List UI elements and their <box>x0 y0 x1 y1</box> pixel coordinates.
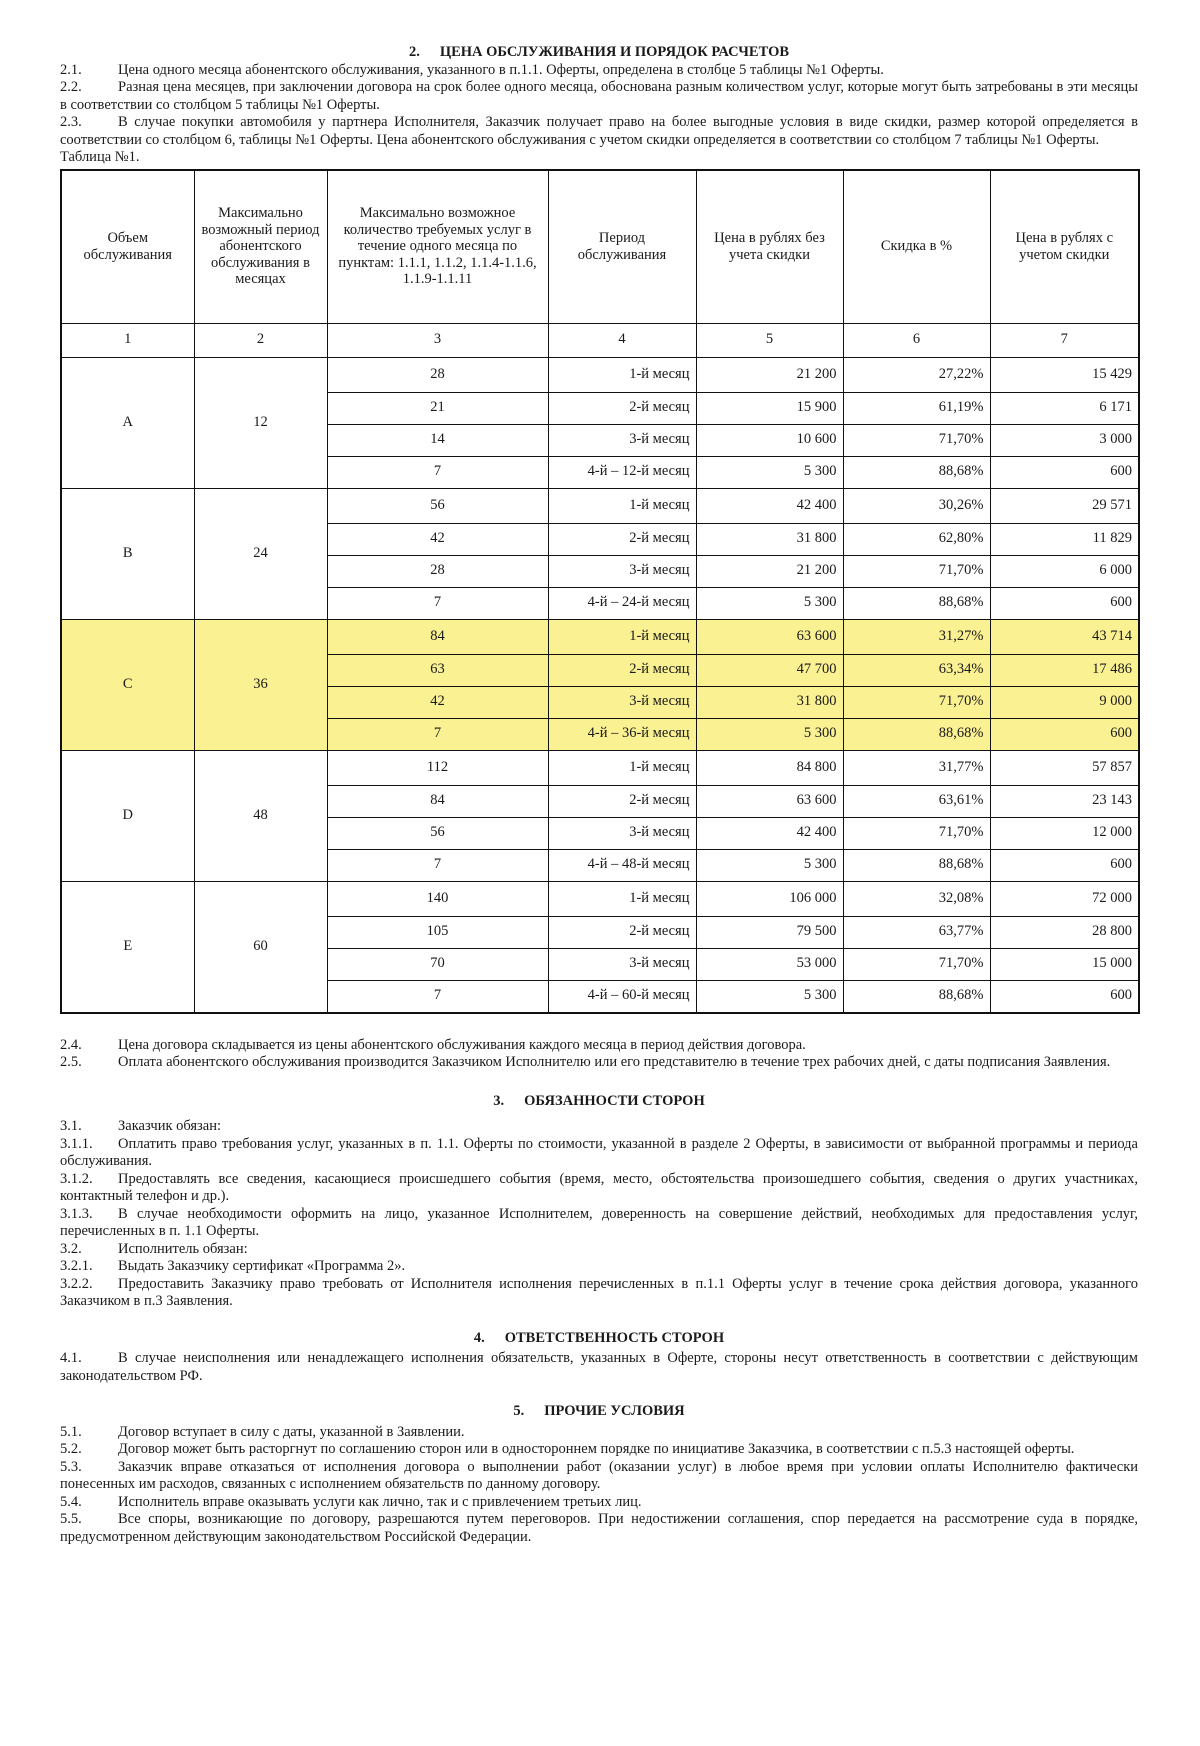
paragraph-text: Все споры, возникающие по договору, разрешаются путем переговоров. При недостижении соглашения, спор передается на рассмотрение суда в порядке, предусмотренном действующим законодательством Российской Федерации. <box>60 1511 1138 1545</box>
discount-cell: 71,70% <box>843 555 990 587</box>
discount-cell: 71,70% <box>843 686 990 718</box>
price-cell: 106 000 <box>696 881 843 916</box>
price-cell: 53 000 <box>696 948 843 980</box>
discounted-price-cell: 6 171 <box>990 392 1139 424</box>
paragraph <box>60 1241 1138 1259</box>
section-title: ПРОЧИЕ УСЛОВИЯ <box>544 1403 685 1419</box>
table-row <box>61 357 1139 392</box>
discount-cell: 27,22% <box>843 357 990 392</box>
discounted-price-cell: 600 <box>990 587 1139 619</box>
service-period-cell: 3-й месяц <box>548 555 696 587</box>
table-caption: Таблица №1. <box>60 149 140 165</box>
service-count-cell: 56 <box>327 488 548 523</box>
paragraph-number: 5.4. <box>60 1493 82 1510</box>
paragraph <box>60 1511 1138 1546</box>
service-period-cell: 4-й – 36-й месяц <box>548 718 696 750</box>
service-period-cell: 3-й месяц <box>548 948 696 980</box>
discount-cell: 88,68% <box>843 456 990 488</box>
column-number: 1 <box>61 323 194 357</box>
paragraph-text: Заказчик вправе отказаться от исполнения договора о выполнении работ (оказании услуг) в любое время при условии оплаты Исполнителю фактически понесенных им расходов, связанных с исполнением обязательств по данному договору. <box>60 1458 1138 1492</box>
table-header <box>61 170 1139 358</box>
paragraph-number: 3.1. <box>60 1118 82 1134</box>
section-5-paragraphs <box>60 1424 1138 1547</box>
service-count-cell: 70 <box>327 948 548 980</box>
table-row <box>61 488 1139 523</box>
service-count-cell: 63 <box>327 654 548 686</box>
section-4-paragraphs <box>60 1350 1138 1385</box>
paragraph-text: Предоставить Заказчику право требовать от Исполнителя исполнения перечисленных в п.1.1 Оферты услуг в течение срока действия договора, указанного Заказчиком в п.3 Заявления. <box>60 1275 1138 1309</box>
section-title: ОБЯЗАННОСТИ СТОРОН <box>524 1092 705 1109</box>
paragraph-text: Договор может быть расторгнут по соглашению сторон или в одностороннем порядке по инициативе Заказчика, в соответствии с п.5.3 настоящей оферты. <box>118 1441 1075 1457</box>
paragraph-text: Цена договора складывается из цены абонентского обслуживания каждого месяца в период действия договора. <box>118 1036 806 1053</box>
discounted-price-cell: 28 800 <box>990 916 1139 948</box>
column-header: Скидка в % <box>843 170 990 324</box>
price-cell: 42 400 <box>696 817 843 849</box>
section-2-paragraphs <box>60 62 1138 150</box>
paragraph <box>60 1054 1138 1072</box>
paragraph <box>60 1136 1138 1171</box>
paragraph-text: В случае необходимости оформить на лицо, указанное Исполнителем, доверенность на совершение действий, необходимых для предоставления услуг, перечисленных в п. 1.1 Оферты. <box>60 1205 1138 1239</box>
service-count-cell: 105 <box>327 916 548 948</box>
service-period-cell: 1-й месяц <box>548 881 696 916</box>
paragraph-text: В случае неисполнения или ненадлежащего исполнения обязательств, указанных в Оферте, стороны несут ответственность в соответствии с действующим законодательством РФ. <box>60 1350 1138 1384</box>
section-title: ОТВЕТСТВЕННОСТЬ СТОРОН <box>504 1329 725 1346</box>
section-5-heading <box>60 1403 1138 1421</box>
table-row <box>61 619 1139 654</box>
discounted-price-cell: 12 000 <box>990 817 1139 849</box>
price-cell: 63 600 <box>696 619 843 654</box>
service-count-cell: 7 <box>327 456 548 488</box>
tariff-group <box>61 488 1139 619</box>
paragraph <box>60 1424 1138 1442</box>
service-count-cell: 84 <box>327 619 548 654</box>
paragraph <box>60 114 1138 149</box>
section-number: 4. <box>473 1329 485 1346</box>
column-number: 5 <box>696 323 843 357</box>
service-count-cell: 42 <box>327 523 548 555</box>
discounted-price-cell: 72 000 <box>990 881 1139 916</box>
column-number: 3 <box>327 323 548 357</box>
discount-cell: 88,68% <box>843 587 990 619</box>
service-period-cell: 3-й месяц <box>548 424 696 456</box>
column-header: Объем обслуживания <box>61 170 194 324</box>
section-title: ЦЕНА ОБСЛУЖИВАНИЯ И ПОРЯДОК РАСЧЕТОВ <box>439 44 790 60</box>
service-period-cell: 4-й – 24-й месяц <box>548 587 696 619</box>
paragraph <box>60 1459 1138 1494</box>
discount-cell: 88,68% <box>843 718 990 750</box>
discounted-price-cell: 600 <box>990 849 1139 881</box>
service-period-cell: 2-й месяц <box>548 523 696 555</box>
price-cell: 79 500 <box>696 916 843 948</box>
paragraph <box>60 1037 1138 1055</box>
price-cell: 21 200 <box>696 357 843 392</box>
discounted-price-cell: 11 829 <box>990 523 1139 555</box>
paragraph-text: Заказчик обязан: <box>118 1118 222 1134</box>
discount-cell: 71,70% <box>843 817 990 849</box>
paragraph-number: 3.1.1. <box>60 1135 93 1152</box>
paragraph <box>60 1441 1138 1459</box>
column-header: Цена в рублях с учетом скидки <box>990 170 1139 324</box>
price-cell: 15 900 <box>696 392 843 424</box>
tariff-group <box>61 750 1139 881</box>
discounted-price-cell: 600 <box>990 456 1139 488</box>
paragraph <box>60 1206 1138 1241</box>
service-count-cell: 42 <box>327 686 548 718</box>
volume-cell: D <box>61 750 194 881</box>
max-period-cell: 12 <box>194 357 327 488</box>
service-period-cell: 3-й месяц <box>548 686 696 718</box>
discount-cell: 71,70% <box>843 948 990 980</box>
volume-cell: E <box>61 881 194 1013</box>
paragraph <box>60 79 1138 114</box>
discounted-price-cell: 3 000 <box>990 424 1139 456</box>
price-cell: 63 600 <box>696 785 843 817</box>
service-period-cell: 1-й месяц <box>548 750 696 785</box>
service-count-cell: 7 <box>327 718 548 750</box>
price-cell: 5 300 <box>696 587 843 619</box>
price-cell: 31 800 <box>696 523 843 555</box>
paragraph-text: Предоставлять все сведения, касающиеся происшедшего события (время, место, обстоятельства произошедшего события, сведения о других участниках, контактный телефон и др.). <box>60 1170 1138 1204</box>
service-period-cell: 4-й – 48-й месяц <box>548 849 696 881</box>
tariff-group <box>61 619 1139 750</box>
paragraph-text: Договор вступает в силу с даты, указанной в Заявлении. <box>118 1423 465 1440</box>
paragraph <box>60 1350 1138 1385</box>
section-2-footer-paragraphs <box>60 1037 1138 1072</box>
paragraph <box>60 1258 1138 1276</box>
discount-cell: 30,26% <box>843 488 990 523</box>
service-period-cell: 1-й месяц <box>548 619 696 654</box>
discounted-price-cell: 57 857 <box>990 750 1139 785</box>
discounted-price-cell: 15 429 <box>990 357 1139 392</box>
paragraph-text: В случае покупки автомобиля у партнера Исполнителя, Заказчик получает право на более выгодные условия в виде скидки, размер которой определяется в соответствии со столбцом 6, таблицы №1 Оферты. Цена абонентского обслуживания с учетом скидки определяется в соответствии со столбцом 7 таблицы №1 Оферты. <box>60 114 1138 148</box>
paragraph-number: 5.1. <box>60 1423 82 1440</box>
service-count-cell: 7 <box>327 849 548 881</box>
discount-cell: 31,77% <box>843 750 990 785</box>
paragraph-number: 2.1. <box>60 61 82 78</box>
service-count-cell: 112 <box>327 750 548 785</box>
service-period-cell: 1-й месяц <box>548 488 696 523</box>
service-period-cell: 1-й месяц <box>548 357 696 392</box>
price-cell: 21 200 <box>696 555 843 587</box>
price-cell: 5 300 <box>696 718 843 750</box>
service-period-cell: 3-й месяц <box>548 817 696 849</box>
column-number: 4 <box>548 323 696 357</box>
column-header: Цена в рублях без учета скидки <box>696 170 843 324</box>
price-cell: 5 300 <box>696 980 843 1013</box>
paragraph <box>60 1276 1138 1311</box>
discounted-price-cell: 600 <box>990 980 1139 1013</box>
price-cell: 84 800 <box>696 750 843 785</box>
price-cell: 31 800 <box>696 686 843 718</box>
discount-cell: 62,80% <box>843 523 990 555</box>
service-count-cell: 14 <box>327 424 548 456</box>
tariff-group <box>61 357 1139 488</box>
paragraph-text: Исполнитель вправе оказывать услуги как лично, так и с привлечением третьих лиц. <box>118 1493 642 1510</box>
service-period-cell: 2-й месяц <box>548 654 696 686</box>
paragraph-text: Разная цена месяцев, при заключении договора на срок более одного месяца, обоснована разным количеством услуг, которые могут быть затребованы в эти месяцы в соответствии со столбцом 5 таблицы №1 Оферты. <box>60 79 1138 113</box>
paragraph-number: 3.1.2. <box>60 1170 93 1187</box>
paragraph-number: 3.1.3. <box>60 1205 93 1222</box>
price-cell: 10 600 <box>696 424 843 456</box>
discounted-price-cell: 6 000 <box>990 555 1139 587</box>
volume-cell: C <box>61 619 194 750</box>
section-number: 2. <box>408 44 420 60</box>
discounted-price-cell: 43 714 <box>990 619 1139 654</box>
price-cell: 42 400 <box>696 488 843 523</box>
tariff-table <box>60 169 1140 1014</box>
paragraph-number: 5.5. <box>60 1511 82 1527</box>
paragraph-text: Исполнитель обязан: <box>118 1240 248 1257</box>
service-count-cell: 7 <box>327 587 548 619</box>
paragraph <box>60 62 1138 80</box>
service-count-cell: 56 <box>327 817 548 849</box>
column-header: Максимально возможное количество требуемых услуг в течение одного месяца по пунктам: 1.1.1, 1.1.2, 1.1.4-1.1.6, 1.1.9-1.1.11 <box>327 170 548 324</box>
paragraph-text: Оплата абонентского обслуживания производится Заказчиком Исполнителю или его представителю в течение трех рабочих дней, с даты подписания Заявления. <box>118 1054 1111 1070</box>
section-3-paragraphs <box>60 1118 1138 1311</box>
paragraph <box>60 1118 1138 1136</box>
paragraph-number: 2.4. <box>60 1036 82 1053</box>
column-header: Период обслуживания <box>548 170 696 324</box>
column-header: Максимально возможный период абонентского обслуживания в месяцах <box>194 170 327 324</box>
service-count-cell: 28 <box>327 357 548 392</box>
max-period-cell: 60 <box>194 881 327 1013</box>
tariff-group <box>61 881 1139 1013</box>
paragraph-number: 2.2. <box>60 79 82 95</box>
paragraph-number: 2.3. <box>60 114 82 130</box>
paragraph-number: 5.3. <box>60 1458 82 1475</box>
discount-cell: 32,08% <box>843 881 990 916</box>
document-content <box>60 44 1138 1546</box>
service-period-cell: 2-й месяц <box>548 916 696 948</box>
discount-cell: 31,27% <box>843 619 990 654</box>
paragraph <box>60 1171 1138 1206</box>
table-header-row <box>61 170 1139 324</box>
price-cell: 5 300 <box>696 456 843 488</box>
column-number: 7 <box>990 323 1139 357</box>
column-number: 2 <box>194 323 327 357</box>
discount-cell: 63,34% <box>843 654 990 686</box>
max-period-cell: 24 <box>194 488 327 619</box>
section-2-heading <box>60 44 1138 62</box>
column-number-row <box>61 323 1139 357</box>
discounted-price-cell: 23 143 <box>990 785 1139 817</box>
section-number: 3. <box>493 1092 505 1109</box>
price-cell: 5 300 <box>696 849 843 881</box>
section-3-heading <box>60 1093 1138 1111</box>
section-number: 5. <box>513 1403 525 1419</box>
discounted-price-cell: 17 486 <box>990 654 1139 686</box>
paragraph-number: 5.2. <box>60 1441 82 1457</box>
discounted-price-cell: 9 000 <box>990 686 1139 718</box>
discounted-price-cell: 600 <box>990 718 1139 750</box>
section-4-heading <box>60 1330 1138 1348</box>
paragraph-number: 2.5. <box>60 1054 82 1070</box>
volume-cell: A <box>61 357 194 488</box>
service-count-cell: 140 <box>327 881 548 916</box>
table-row <box>61 881 1139 916</box>
discount-cell: 61,19% <box>843 392 990 424</box>
service-period-cell: 2-й месяц <box>548 392 696 424</box>
paragraph-number: 3.2. <box>60 1240 82 1257</box>
discount-cell: 88,68% <box>843 980 990 1013</box>
max-period-cell: 36 <box>194 619 327 750</box>
service-period-cell: 4-й – 60-й месяц <box>548 980 696 1013</box>
service-count-cell: 7 <box>327 980 548 1013</box>
discounted-price-cell: 29 571 <box>990 488 1139 523</box>
paragraph-number: 3.2.1. <box>60 1258 93 1274</box>
paragraph-text: Выдать Заказчику сертификат «Программа 2». <box>118 1258 406 1274</box>
column-number: 6 <box>843 323 990 357</box>
paragraph-text: Оплатить право требования услуг, указанных в п. 1.1. Оферты по стоимости, указанной в разделе 2 Оферты, в зависимости от выбранной программы и периода обслуживания. <box>60 1135 1138 1169</box>
service-count-cell: 84 <box>327 785 548 817</box>
paragraph-number: 3.2.2. <box>60 1275 93 1292</box>
table-row <box>61 750 1139 785</box>
discount-cell: 63,77% <box>843 916 990 948</box>
max-period-cell: 48 <box>194 750 327 881</box>
paragraph <box>60 1494 1138 1512</box>
paragraph-text: Цена одного месяца абонентского обслуживания, указанного в п.1.1. Оферты, определена в столбце 5 таблицы №1 Оферты. <box>118 61 884 78</box>
service-count-cell: 28 <box>327 555 548 587</box>
discount-cell: 71,70% <box>843 424 990 456</box>
service-count-cell: 21 <box>327 392 548 424</box>
service-period-cell: 2-й месяц <box>548 785 696 817</box>
volume-cell: B <box>61 488 194 619</box>
discount-cell: 88,68% <box>843 849 990 881</box>
discount-cell: 63,61% <box>843 785 990 817</box>
paragraph-number: 4.1. <box>60 1350 82 1366</box>
price-cell: 47 700 <box>696 654 843 686</box>
discounted-price-cell: 15 000 <box>990 948 1139 980</box>
service-period-cell: 4-й – 12-й месяц <box>548 456 696 488</box>
